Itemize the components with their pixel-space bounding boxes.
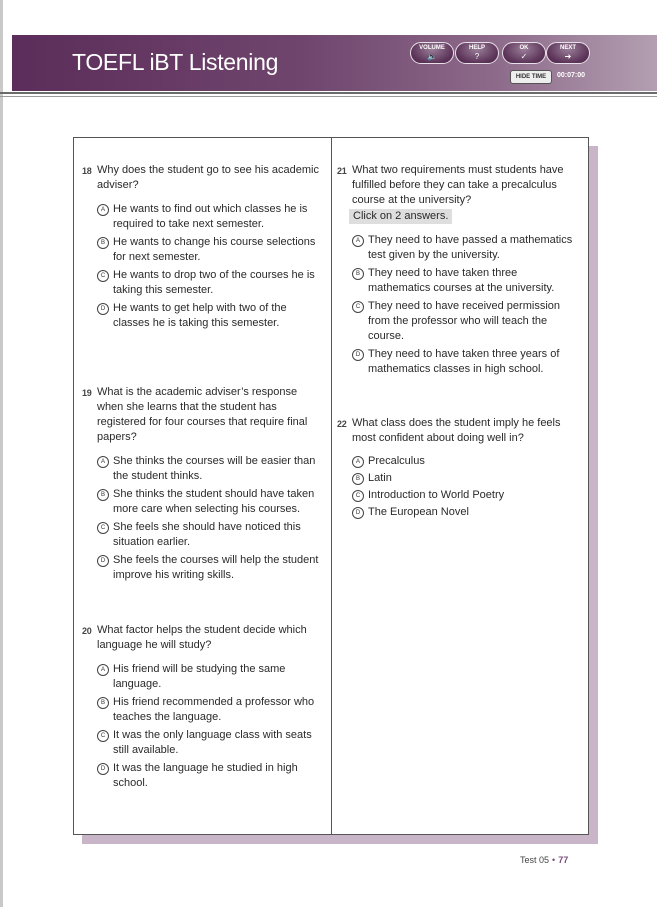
test-label: Test 05 bbox=[520, 855, 550, 865]
option-a-radio[interactable]: A bbox=[97, 664, 109, 676]
separator-dot: • bbox=[552, 855, 556, 865]
question-stem bbox=[337, 163, 582, 208]
option-b-radio[interactable]: B bbox=[97, 237, 109, 249]
question-18 bbox=[82, 163, 326, 331]
option-text: It was the only language class with seats still available. bbox=[113, 729, 312, 756]
option-text: He wants to change his course selections for next semester. bbox=[113, 236, 316, 263]
option-text: The European Novel bbox=[368, 506, 469, 518]
question-text: What is the academic adviser’s response when she learns that the student has registered for four courses that require final papers? bbox=[97, 386, 308, 443]
app-title: TOEFL iBT Listening bbox=[72, 49, 279, 75]
option-text: His friend will be studying the same language. bbox=[113, 663, 286, 690]
option-d-radio[interactable]: D bbox=[352, 507, 364, 519]
option-text: She thinks the student should have taken more care when selecting his courses. bbox=[113, 488, 315, 515]
option-text: She feels she should have noticed this situation earlier. bbox=[113, 521, 301, 548]
option-text: Precalculus bbox=[368, 455, 425, 467]
answer-option-b[interactable] bbox=[82, 695, 326, 725]
answer-option-a[interactable] bbox=[337, 454, 582, 469]
option-d-radio[interactable]: D bbox=[97, 763, 109, 775]
answer-option-c[interactable] bbox=[82, 728, 326, 758]
option-text: They need to have taken three years of mathematics classes in high school. bbox=[368, 348, 560, 375]
question-22 bbox=[337, 416, 582, 520]
answer-option-c[interactable] bbox=[82, 268, 326, 298]
hide-time-button[interactable]: HIDE TIME bbox=[510, 70, 552, 84]
option-b-radio[interactable]: B bbox=[97, 489, 109, 501]
answer-option-c[interactable] bbox=[82, 520, 326, 550]
answer-option-b[interactable] bbox=[82, 235, 326, 265]
option-text: Latin bbox=[368, 472, 392, 484]
next-arrow-icon: ➔ bbox=[564, 52, 572, 61]
question-text: What class does the student imply he feels most confident about doing well in? bbox=[352, 417, 561, 444]
option-text: He wants to drop two of the courses he is taking this semester. bbox=[113, 269, 315, 296]
question-stem bbox=[337, 416, 582, 446]
header-divider-thin bbox=[0, 96, 657, 97]
answer-option-c[interactable] bbox=[337, 299, 582, 344]
option-d-checkbox[interactable]: D bbox=[352, 349, 364, 361]
option-b-checkbox[interactable]: B bbox=[352, 268, 364, 280]
question-text: Why does the student go to see his academic adviser? bbox=[97, 164, 319, 191]
answer-option-b[interactable] bbox=[337, 266, 582, 296]
answer-option-a[interactable] bbox=[82, 454, 326, 484]
question-21 bbox=[337, 163, 582, 377]
option-a-radio[interactable]: A bbox=[97, 204, 109, 216]
option-text: She feels the courses will help the student improve his writing skills. bbox=[113, 554, 319, 581]
question-20 bbox=[82, 623, 326, 791]
option-text: His friend recommended a professor who teaches the language. bbox=[113, 696, 315, 723]
option-c-checkbox[interactable]: C bbox=[352, 301, 364, 313]
page-edge bbox=[0, 0, 3, 907]
option-text: She thinks the courses will be easier than the student thinks. bbox=[113, 455, 316, 482]
check-icon: ✓ bbox=[520, 52, 528, 61]
help-icon: ? bbox=[474, 52, 480, 61]
option-text: He wants to get help with two of the classes he is taking this semester. bbox=[113, 302, 287, 329]
next-label: NEXT bbox=[559, 45, 576, 51]
option-text: They need to have received permission from the professor who will teach the course. bbox=[368, 300, 560, 342]
help-label: HELP bbox=[468, 45, 485, 51]
question-stem bbox=[82, 385, 326, 445]
timer: 00:07:00 bbox=[557, 72, 586, 79]
answer-option-b[interactable] bbox=[337, 471, 582, 486]
column-divider bbox=[331, 138, 332, 834]
option-a-checkbox[interactable]: A bbox=[352, 235, 364, 247]
option-text: They need to have taken three mathematics courses at the university. bbox=[368, 267, 555, 294]
header-divider bbox=[0, 92, 657, 94]
volume-button[interactable] bbox=[410, 42, 454, 64]
answer-option-d[interactable] bbox=[82, 761, 326, 791]
answer-option-b[interactable] bbox=[82, 487, 326, 517]
instruction-note: Click on 2 answers. bbox=[349, 209, 452, 224]
question-number: 20 bbox=[82, 626, 92, 636]
option-b-radio[interactable]: B bbox=[352, 473, 364, 485]
option-d-radio[interactable]: D bbox=[97, 303, 109, 315]
volume-label: VOLUME bbox=[419, 45, 445, 51]
answer-option-c[interactable] bbox=[337, 488, 582, 503]
answer-option-a[interactable] bbox=[82, 202, 326, 232]
question-stem bbox=[82, 623, 326, 653]
answer-option-d[interactable] bbox=[82, 553, 326, 583]
answer-option-a[interactable] bbox=[337, 233, 582, 263]
answer-option-d[interactable] bbox=[337, 505, 582, 520]
answer-option-d[interactable] bbox=[82, 301, 326, 331]
question-number: 21 bbox=[337, 166, 347, 176]
ok-button[interactable] bbox=[502, 42, 546, 64]
question-text: What factor helps the student decide which language he will study? bbox=[97, 624, 307, 651]
option-c-radio[interactable]: C bbox=[97, 730, 109, 742]
option-text: Introduction to World Poetry bbox=[368, 489, 505, 501]
question-number: 22 bbox=[337, 419, 347, 429]
option-b-radio[interactable]: B bbox=[97, 697, 109, 709]
help-button[interactable] bbox=[455, 42, 499, 64]
question-19 bbox=[82, 385, 326, 583]
option-text: It was the language he studied in high school. bbox=[113, 762, 298, 789]
option-c-radio[interactable]: C bbox=[97, 522, 109, 534]
question-number: 19 bbox=[82, 388, 92, 398]
option-c-radio[interactable]: C bbox=[352, 490, 364, 502]
option-text: He wants to find out which classes he is required to take next semester. bbox=[113, 203, 308, 230]
page-number: 77 bbox=[558, 855, 569, 865]
option-a-radio[interactable]: A bbox=[97, 456, 109, 468]
question-number: 18 bbox=[82, 166, 92, 176]
question-box bbox=[73, 137, 589, 835]
answer-option-d[interactable] bbox=[337, 347, 582, 377]
page-footer bbox=[520, 855, 568, 865]
answer-option-a[interactable] bbox=[82, 662, 326, 692]
ok-label: OK bbox=[519, 45, 529, 51]
option-a-radio[interactable]: A bbox=[352, 456, 364, 468]
question-text: What two requirements must students have fulfilled before they can take a precalculus course at the university? bbox=[352, 164, 564, 206]
option-c-radio[interactable]: C bbox=[97, 270, 109, 282]
speaker-icon: 🔈 bbox=[427, 52, 437, 61]
option-text: They need to have passed a mathematics test given by the university. bbox=[368, 234, 573, 261]
header-bar bbox=[12, 35, 657, 91]
option-d-radio[interactable]: D bbox=[97, 555, 109, 567]
next-button[interactable] bbox=[546, 42, 590, 64]
question-stem bbox=[82, 163, 326, 193]
